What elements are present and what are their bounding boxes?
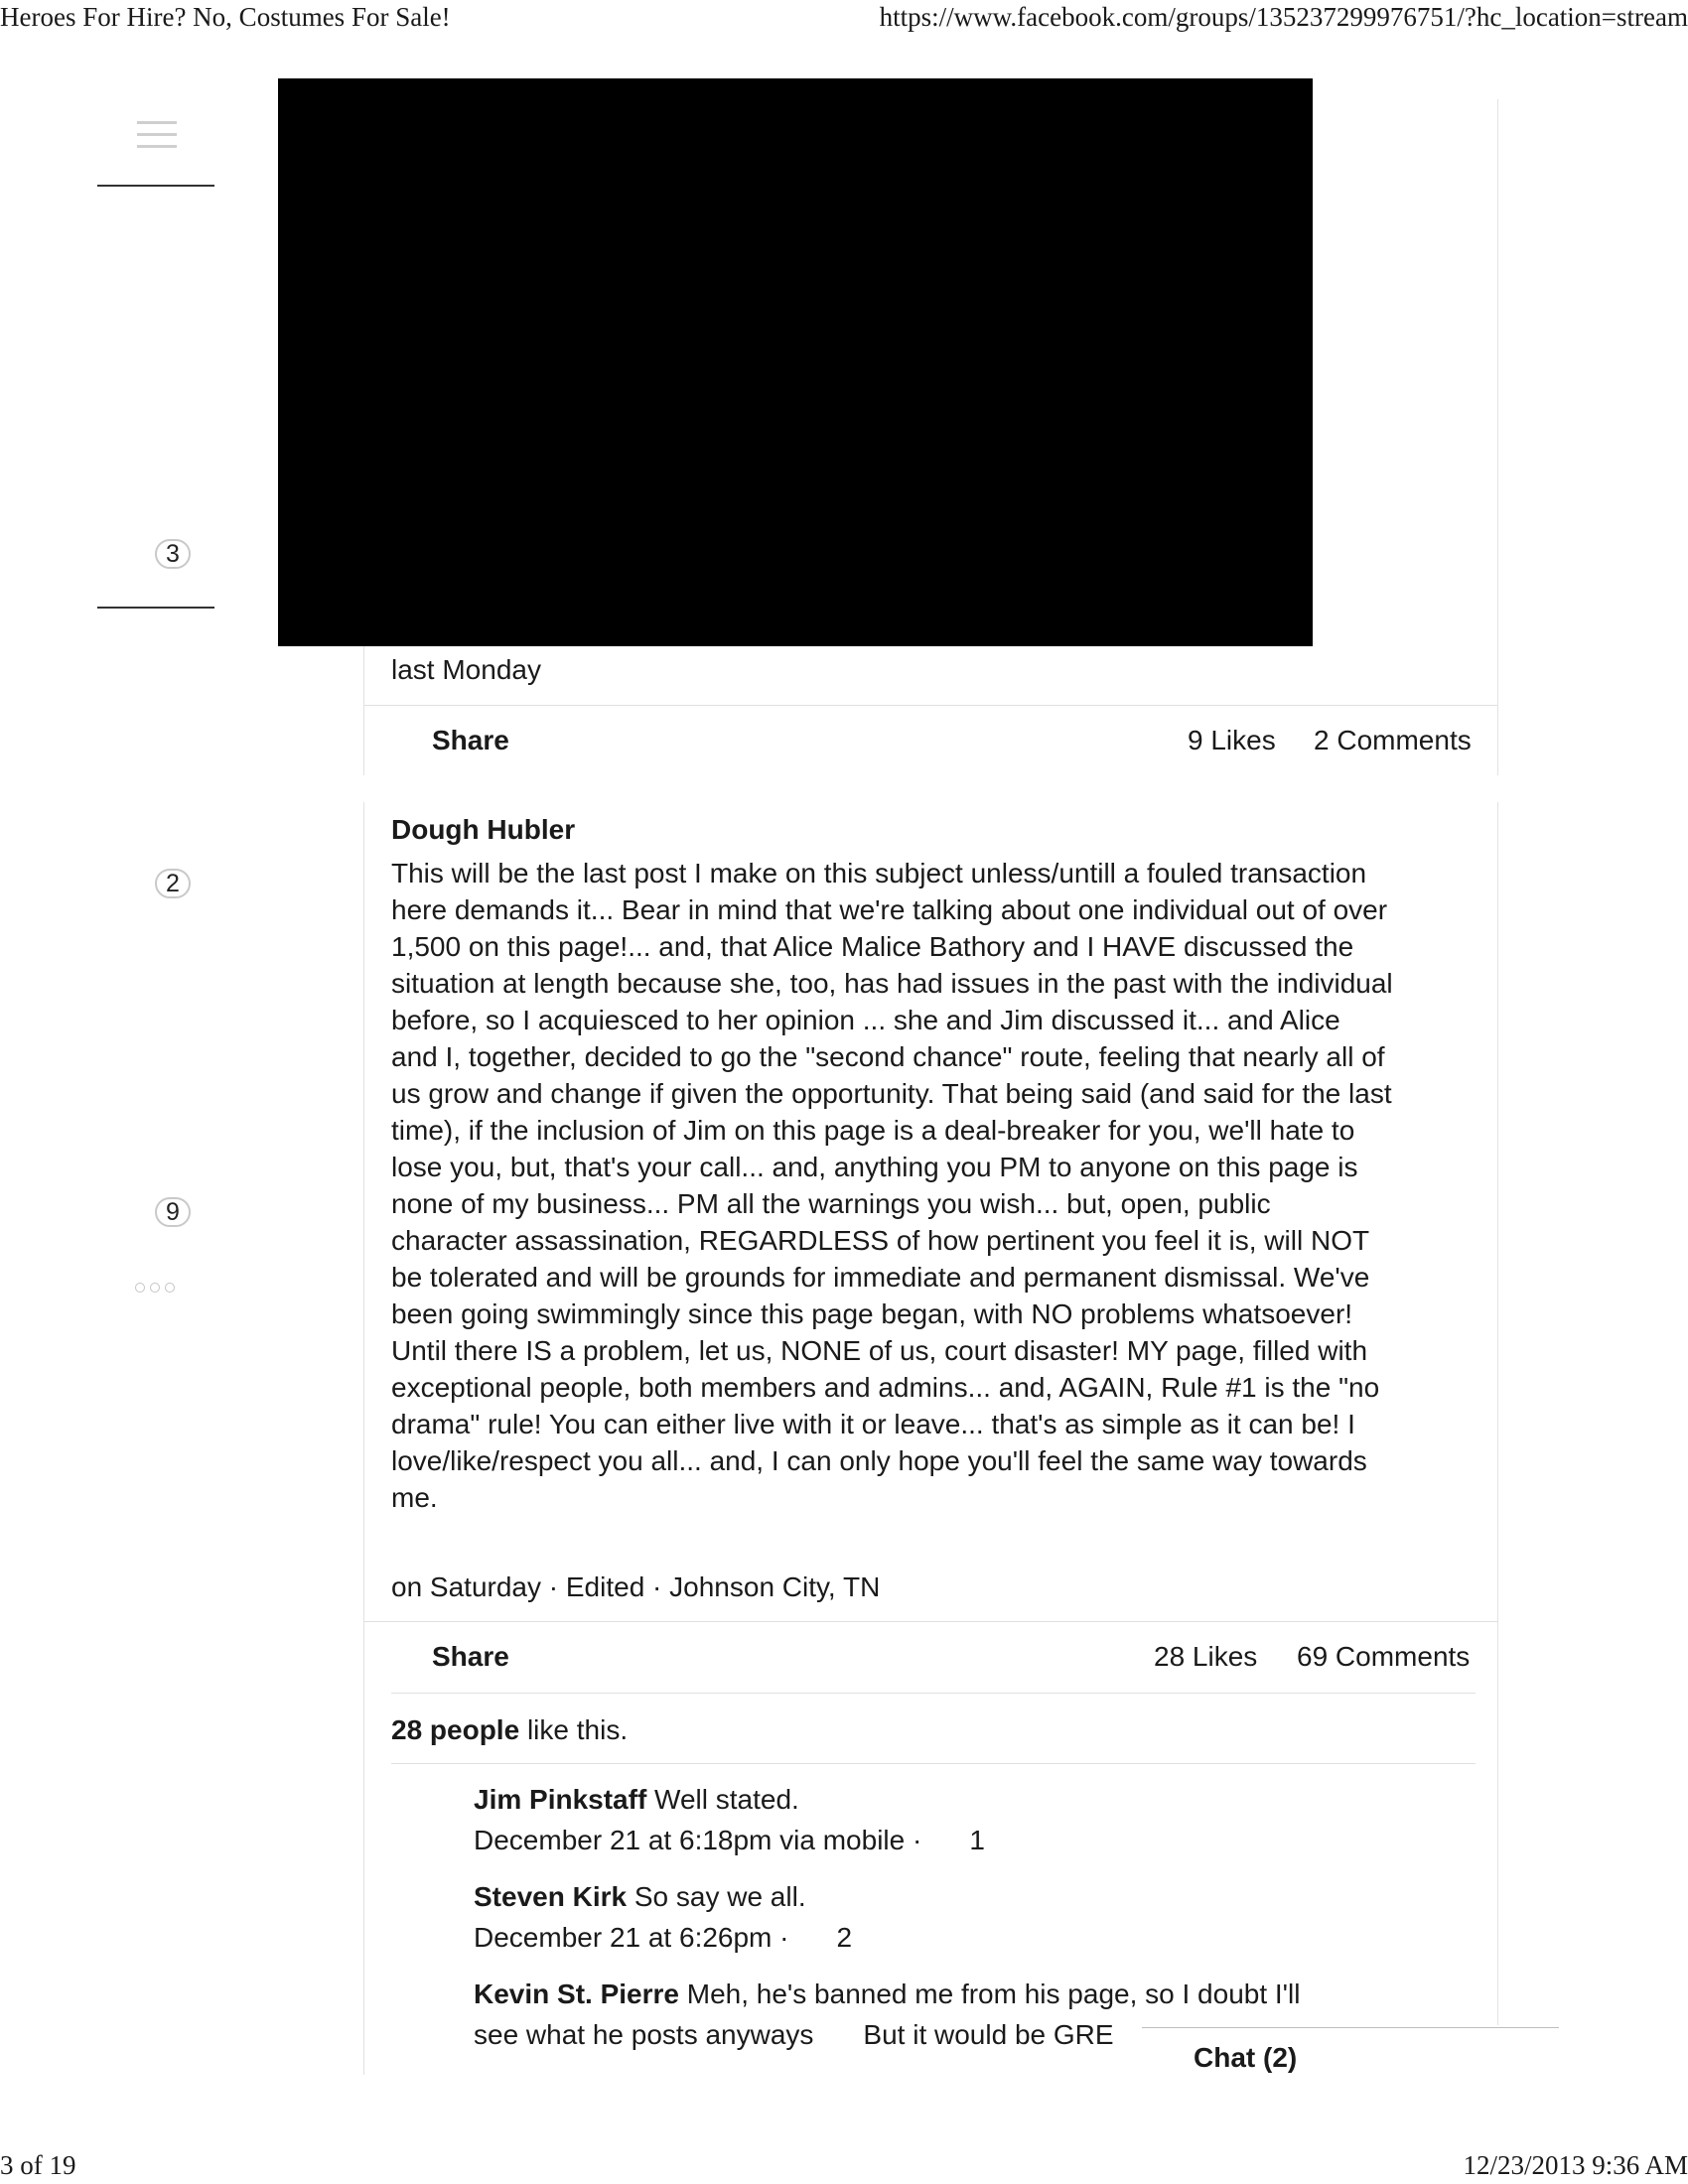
comment-like-count[interactable]: 1 bbox=[969, 1825, 985, 1855]
likes-count[interactable]: 28 Likes bbox=[1154, 1641, 1258, 1672]
print-header-title: Heroes For Hire? No, Costumes For Sale! bbox=[0, 2, 451, 32]
like-summary bbox=[391, 1711, 628, 1748]
post-border-right bbox=[1497, 99, 1498, 775]
post-border-right bbox=[1497, 802, 1498, 2025]
likes-count[interactable]: 9 Likes bbox=[1188, 725, 1276, 755]
like-summary-suffix: like this. bbox=[519, 1714, 629, 1745]
post-meta[interactable]: on Saturday · Edited · Johnson City, TN bbox=[391, 1571, 881, 1602]
comment-timestamp[interactable]: December 21 at 6:18pm via mobile · bbox=[474, 1825, 922, 1855]
menu-icon[interactable] bbox=[137, 121, 177, 157]
post-border-left bbox=[363, 646, 364, 775]
comment-meta bbox=[474, 1821, 985, 1860]
print-footer-timestamp: 12/23/2013 9:36 AM bbox=[1463, 2150, 1688, 2180]
post-body: This will be the last post I make on this subject unless/untill a fouled transaction here demands it... Bear in mind that we're talking about one individual out of over 1,500 on this page!... and, that Alice Malice Bathory and I HAVE discussed the situation at length because she, too, has had issues in the past with the individual before, so I acquiesced to her opinion ... she and Jim discussed it... and Alice and I, together, decided to go the "second chance" route, feeling that nearly all of us grow and change if given the opportunity. That being said (and said for the last time), if the inclusion of Jim on this page is a deal-breaker for you, we'll hate to lose you, but, that's your call... and, anything you PM to anyone on this page is none of my business... PM all the warnings you wish... but, open, public character assassination, REGARDLESS of how pertinent you feel it is, will NOT be tolerated and will be grounds for immediate and permanent dismissal. We've been going swimmingly since this page began, with NO problems whatsoever! Until there IS a problem, let us, NONE of us, court disaster! MY page, filled with exceptional people, both members and admins... and, AGAIN, Rule #1 is the "no drama" rule! You can either live with it or leave... that's as simple as it can be! I love/like/respect you all... and, I can only hope you'll feel the same way towards me. bbox=[391, 858, 1393, 1513]
comment-meta bbox=[474, 1918, 852, 1958]
print-footer-page: 3 of 19 bbox=[0, 2150, 76, 2180]
comment-body bbox=[474, 1877, 806, 1917]
count-badge[interactable]: 9 bbox=[155, 1197, 191, 1227]
count-badge[interactable]: 3 bbox=[155, 539, 191, 569]
post-timestamp[interactable]: last Monday bbox=[391, 654, 541, 685]
rail-divider bbox=[97, 607, 214, 609]
comments-count[interactable]: 2 Comments bbox=[1314, 725, 1472, 755]
share-button[interactable]: Share bbox=[432, 1641, 509, 1672]
like-people-link[interactable]: 28 people bbox=[391, 1714, 520, 1745]
post-border-left bbox=[363, 802, 364, 2075]
rail-divider bbox=[97, 185, 214, 187]
comment-author[interactable]: Steven Kirk bbox=[474, 1881, 628, 1912]
comment-author[interactable]: Jim Pinkstaff bbox=[474, 1784, 647, 1815]
redacted-media bbox=[278, 78, 1313, 646]
chat-label[interactable]: Chat (2) bbox=[1194, 2042, 1298, 2073]
comment-body bbox=[474, 1975, 1300, 2014]
divider bbox=[364, 1621, 1497, 1622]
post-author[interactable]: Dough Hubler bbox=[391, 814, 576, 845]
count-badge[interactable]: 2 bbox=[155, 869, 191, 898]
divider bbox=[364, 705, 1497, 706]
comment-like-count[interactable]: 2 bbox=[836, 1922, 853, 1953]
divider bbox=[391, 1763, 1476, 1764]
comment-author[interactable]: Kevin St. Pierre bbox=[474, 1979, 679, 2009]
comment-text: So say we all. bbox=[627, 1881, 806, 1912]
more-options-icon[interactable] bbox=[135, 1283, 175, 1293]
comment-text: Well stated. bbox=[646, 1784, 799, 1815]
comment-body bbox=[474, 1780, 799, 1820]
comment-body-continued bbox=[474, 2015, 1114, 2055]
comment-text: see what he posts anyways bbox=[474, 2019, 814, 2050]
comment-text: But it would be GRE bbox=[863, 2019, 1114, 2050]
comments-count[interactable]: 69 Comments bbox=[1297, 1641, 1471, 1672]
comment-timestamp[interactable]: December 21 at 6:26pm · bbox=[474, 1922, 789, 1953]
comment-text: Meh, he's banned me from his page, so I doubt I'll bbox=[678, 1979, 1301, 2009]
print-header-url: https://www.facebook.com/groups/135237299976751/?hc_location=stream bbox=[879, 2, 1688, 32]
divider bbox=[391, 1693, 1476, 1694]
share-button[interactable]: Share bbox=[432, 725, 509, 755]
